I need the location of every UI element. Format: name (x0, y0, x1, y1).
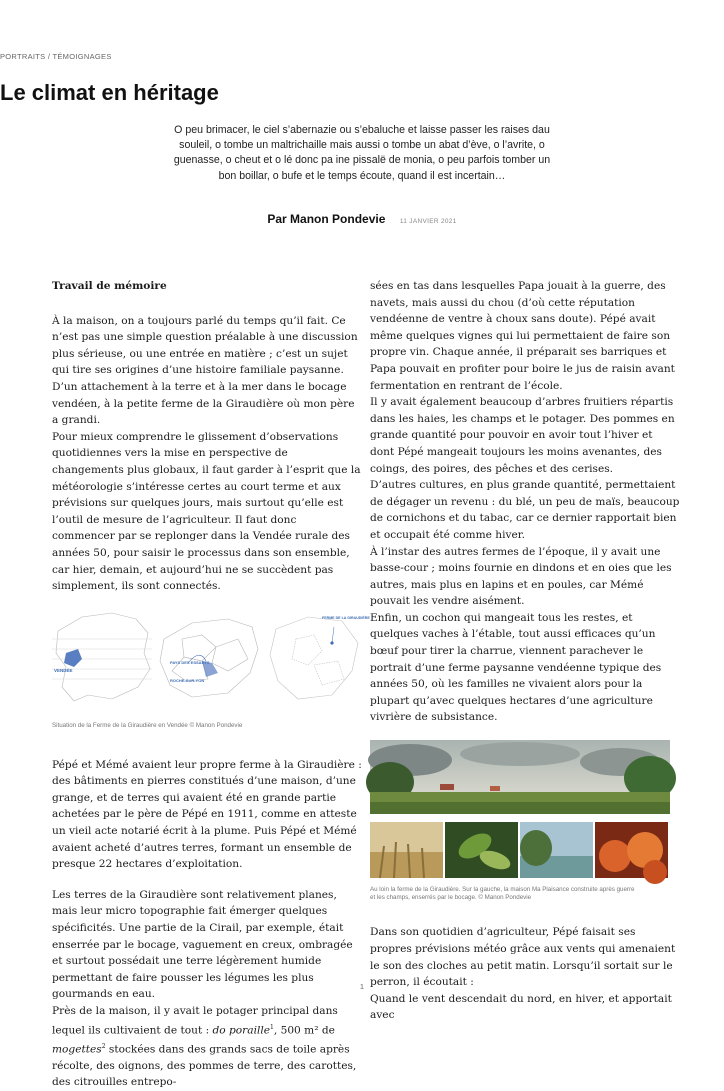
paragraph: Enfin, un cochon qui mangeait tous les restes, et quelques vaches à l’étable, tout aussi efficaces qu’un bœuf pour tirer la charrue, viennent parachever le portrait d’une ferme paysanne vendéenne typique des années 50, où les familles ne vivaient alors pour la plupart qu’avec quelques hectares d’une agriculture vivrière de subsistance. (370, 611, 662, 724)
paragraph: Les terres de la Giraudière sont relativement planes, mais leur micro topographie fait émerger quelques spécificités. Une partie de la Cirail, par exemple, était enserrée par le bocage, vaguement en creux, ombragée et surtout possédait une terre légèrement humide permettant de faire pousser les légumes les plus gourmands en eau. (52, 888, 353, 1001)
page-number: 1 (359, 982, 365, 991)
italic-term: do poraille (212, 1024, 271, 1037)
photo-wheat-field (370, 822, 443, 878)
photo-collage (370, 740, 680, 902)
article-lede: O peu brimacer, le ciel s’abernazie ou s’ebaluche et laisse passer les raises dau souleil, o tombe un maltrichaille mais aussi o tombe un abat d’ève, o l’avrite, o guenasse, o cheut et o lé donc pa ine pissalë de monia, o peu parfois tomber un bon boillar, o bufe et le temps écoute, quand il est incertain… (173, 124, 551, 182)
paragraph: Près de la maison, il y avait le potager principal dans lequel ils cultivaient de tout : do poraille$^1$, 500 m² de mogettes$^2$ stockées dans des grands sacs de toile après récolte, des oignons, des pommes de terre, des carottes, des citrouilles entrepo- (52, 1005, 357, 1089)
right-column (370, 278, 680, 1024)
paragraph: À l’instar des autres fermes de l’époque, il y avait une basse-cour ; moins fournie en dindons et en oies que les autres, mais plus en lapins et en poules, car Mémé pouvait les vendre aisément. (370, 545, 672, 608)
paragraph: Il y avait également beaucoup d’arbres fruitiers répartis dans les haies, les champs et le potager. Des pommes en grande quantité pour pouvoir en avoir tout l’hiver et dont Pépé mangeait toujours les moins avenantes, des coings, des poires, des pêches et des cerises. (370, 396, 675, 475)
vendee-map (160, 619, 258, 697)
location-map (52, 609, 370, 705)
section-kicker: PORTRAITS / TÉMOIGNAGES (0, 52, 112, 61)
map-label-farm: FERME DE LA GIRAUDIÈRE (322, 615, 370, 620)
byline (0, 210, 724, 228)
map-figure (52, 609, 370, 731)
photo-caption: Au loin la ferme de la Giraudière. Sur la gauche, la maison Ma Plaisance construite après guerre et les champs, enserrés par le bocage. © Manon Pondevie (370, 885, 635, 902)
paragraph: Dans son quotidien d’agriculteur, Pépé faisait ses propres prévisions météo grâce aux vents qui amenaient le son des cloches au petit matin. Lorsqu’il sortait sur le perron, il écoutait : (370, 926, 676, 989)
paragraph: D’autres cultures, en plus grande quantité, permettaient de dégager un revenu : du blé, un peu de maïs, beaucoup de cornichons et du tabac, car ce dernier rapportait bien et occupait été comme hiver. (370, 479, 680, 541)
author-name: Par Manon Pondevie (267, 212, 386, 226)
map-caption: Situation de la Ferme de la Giraudière en Vendée © Manon Pondevie (52, 722, 243, 730)
commune-map (270, 617, 358, 699)
footnote-ref: 2 (101, 1042, 106, 1050)
paragraph: Quand le vent descendait du nord, en hiver, et apportait avec (370, 992, 672, 1022)
paragraph: Pour mieux comprendre le glissement d’observations quotidiennes vers la mise en perspective de changements plus globaux, il faut garder à l’esprit que la météorologie s’intéresse certes au court terme et aux prévisions sur quelques jours, mais surtout qu’elle est l’outil de mesure de l’agriculteur. Il faut donc commencer par se replonger dans la Vendée rurale des années 50, pour saisir le processus dans son ensemble, car hier, demain, et aujourd’hui ne se succèdent pas simplement, ils sont connectés. (52, 430, 361, 593)
left-column (52, 278, 370, 1091)
map-label-town: ROCHE-SUR-YON (170, 677, 205, 683)
map-label-pays: PAYS DES ESSARTS (170, 659, 210, 665)
italic-term: mogettes (52, 1043, 102, 1056)
photo-strip (370, 822, 680, 878)
photo-pumpkins (595, 822, 668, 878)
photo-pond (520, 822, 593, 878)
publish-date: 11 JANVIER 2021 (399, 218, 457, 225)
paragraph: Pépé et Mémé avaient leur propre ferme à la Giraudière : des bâtiments en pierres constitués d’une maison, d’une grange, et de terres qui avaient été en grande partie achetées par le père de Pépé en 1911, comme en atteste un vieil acte notarié écrit à la plume. Puis Pépé et Mémé avaient acheté d’autres terres, formant un ensemble de presque 22 hectares d’exploitation. (52, 758, 362, 871)
map-label-vendee: VENDÉE (54, 667, 73, 673)
section-subhead: Travail de mémoire (52, 280, 167, 292)
footnote-ref: 1 (270, 1023, 274, 1031)
paragraph: À la maison, on a toujours parlé du temps qu’il fait. Ce n’est pas une simple question préalable à une discussion plus sérieuse, ou une entrée en matière ; c’est un sujet qui tire ses origines d’une histoire familiale paysanne. D’un attachement à la terre et à la mer dans le bocage vendéen, à la petite ferme de la Giraudière où mon père a grandi. (52, 314, 358, 427)
landscape-photo (370, 740, 670, 814)
photo-leaves (445, 822, 518, 878)
article-title: Le climat en héritage (0, 80, 219, 105)
vendee-region (64, 649, 82, 667)
paragraph: sées en tas dans lesquelles Papa jouait à la guerre, des navets, mais aussi du chou (d’où cette réputation vendéenne de ventre à choux sans doute). Pépé avait même quelques vignes qui lui permettaient de faire son propre vin. Chaque année, il préparait ses barriques et Papa pouvait en profiter pour boire le jus de raisin avant fermentation en rentrant de l’école. (370, 280, 675, 392)
